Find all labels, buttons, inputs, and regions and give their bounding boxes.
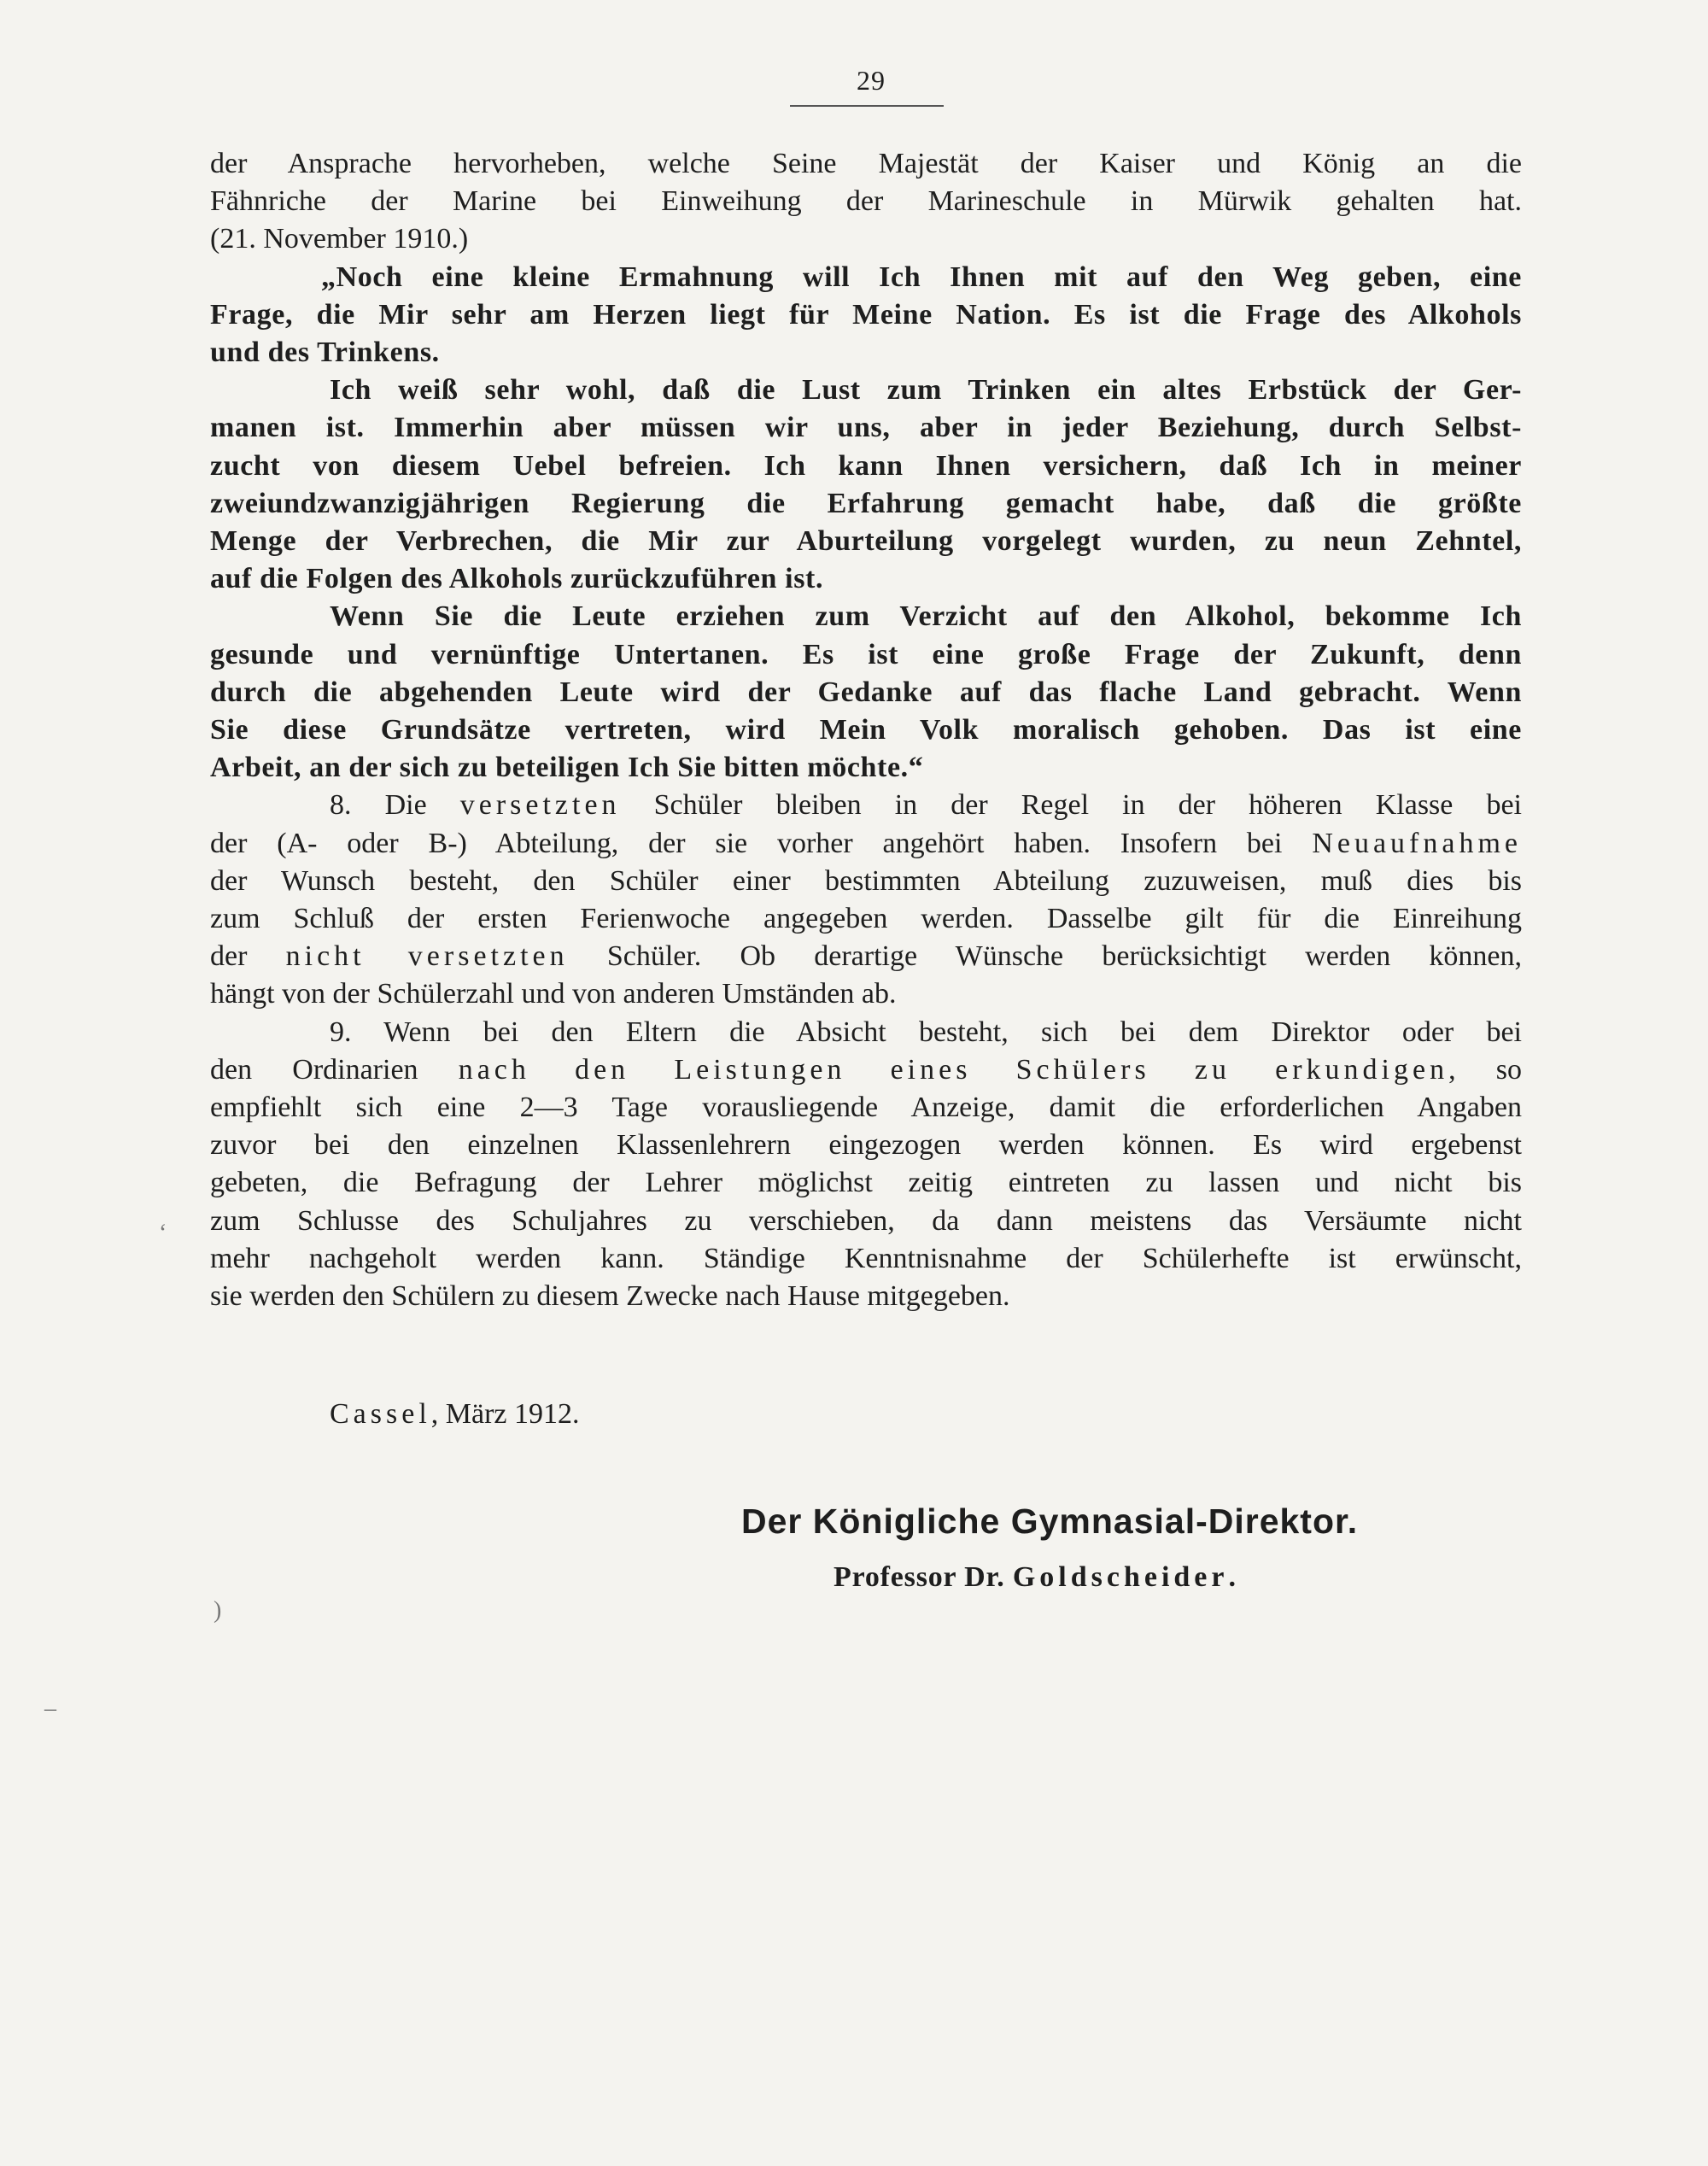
quote-line: Sie diese Grundsätze vertreten, wird Mein Volk moralisch gehoben. Das ist eine: [210, 714, 1522, 746]
text-line: Fähnriche der Marine bei Einweihung der Marineschule in Mürwik gehalten hat.: [210, 185, 1522, 218]
quote-line: manen ist. Immerhin aber müssen wir uns, aber in jeder Beziehung, durch Selbst-: [210, 412, 1522, 444]
signature-title: Der Königliche Gymnasial-Direktor.: [741, 1502, 1359, 1541]
text-line: (21. November 1910.): [210, 223, 469, 255]
text-line: [210, 825, 1522, 863]
text-line: hängt von der Schülerzahl und von anderen Umständen ab.: [210, 978, 897, 1010]
text-line: zum Schlusse des Schuljahres zu verschieben, da dann meistens das Versäumte nicht: [210, 1204, 1522, 1237]
text-line: mehr nachgeholt werden kann. Ständige Kenntnisnahme der Schülerhefte ist erwünscht,: [210, 1242, 1522, 1274]
text-line: 9. Wenn bei den Eltern die Absicht besteht, sich bei dem Direktor oder bei: [330, 1016, 1522, 1048]
place-name: Cassel: [330, 1398, 431, 1430]
emphasis-run: nach den Leistungen eines Schülers zu erkundigen: [458, 1053, 1449, 1086]
emphasis-run: Neuaufnahme: [1312, 827, 1522, 859]
text-run: der: [210, 940, 286, 973]
quote-line: gesunde und vernünftige Untertanen. Es ist eine große Frage der Zukunft, denn: [210, 638, 1522, 670]
text-run: , so: [1448, 1053, 1522, 1086]
quote-line: zweiundzwanzigjährigen Regierung die Erfahrung gemacht habe, daß die größte: [210, 487, 1522, 519]
emphasis-run: nicht versetzten: [285, 940, 569, 973]
text-run: der (A- oder B-) Abteilung, der sie vorher angehört haben. Insofern bei: [210, 827, 1313, 859]
scan-speck: ): [214, 1597, 222, 1624]
quote-line: Ich weiß sehr wohl, daß die Lust zum Trinken ein altes Erbstück der Ger-: [330, 374, 1522, 407]
quote-line: Arbeit, an der sich zu beteiligen Ich Sie bitten möchte.“: [210, 752, 924, 784]
text-line: zuvor bei den einzelnen Klassenlehrern eingezogen werden können. Es wird ergebenst: [210, 1129, 1522, 1162]
signature-surname: Goldscheider: [1012, 1561, 1229, 1593]
body-text: [210, 145, 1522, 1315]
quote-line: Menge der Verbrechen, die Mir zur Aburteilung vorgelegt wurden, zu neun Zehntel,: [210, 525, 1522, 558]
quote-line: zucht von diesem Uebel befreien. Ich kann Ihnen versichern, daß Ich in meiner: [210, 449, 1522, 482]
text-run: Schüler bleiben in der Regel in der höheren Klasse bei: [620, 789, 1522, 822]
text-run: 8. Die: [330, 789, 460, 822]
text-line: [210, 1051, 1522, 1089]
quote-line: durch die abgehenden Leute wird der Gedanke auf das flache Land gebracht. Wenn: [210, 676, 1522, 708]
signature-name: [834, 1561, 1237, 1594]
emphasis-run: versetzten: [459, 789, 621, 822]
quote-line: und des Trinkens.: [210, 337, 440, 369]
date: , März 1912.: [430, 1398, 580, 1430]
text-line: [210, 938, 1522, 975]
text-line: der Wunsch besteht, den Schüler einer bestimmten Abteilung zuzuweisen, muß dies bis: [210, 864, 1522, 897]
page-number-rule: [790, 105, 944, 107]
quote-line: auf die Folgen des Alkohols zurückzuführen ist.: [210, 563, 824, 595]
quote-line: Frage, die Mir sehr am Herzen liegt für Meine Nation. Es ist die Frage des Alkohols: [210, 298, 1522, 331]
text-line: gebeten, die Befragung der Lehrer möglichst zeitig eintreten zu lassen und nicht bis: [210, 1167, 1522, 1199]
text-line: empfiehlt sich eine 2—3 Tage vorausliegende Anzeige, damit die erforderlichen Angaben: [210, 1092, 1522, 1124]
text-line: sie werden den Schülern zu diesem Zwecke nach Hause mitgegeben.: [210, 1280, 1010, 1313]
text-line: [210, 787, 1522, 824]
text-line: der Ansprache hervorheben, welche Seine Majestät der Kaiser und König an die: [210, 148, 1522, 179]
page-number: 29: [857, 65, 886, 96]
signature-prefix: Professor Dr.: [834, 1561, 1013, 1593]
quote-line: „Noch eine kleine Ermahnung will Ich Ihnen mit auf den Weg geben, eine: [321, 261, 1522, 293]
scan-speck: ‘: [159, 1220, 167, 1246]
text-line: zum Schluß der ersten Ferienwoche angegeben werden. Dasselbe gilt für die Einreihung: [210, 903, 1522, 935]
dateline: [330, 1398, 580, 1431]
signature-suffix: .: [1228, 1561, 1237, 1593]
scan-speck: –: [44, 1695, 56, 1722]
text-run: den Ordinarien: [210, 1053, 459, 1086]
text-run: Schüler. Ob derartige Wünsche berücksichtigt werden können,: [568, 940, 1523, 973]
quote-line: Wenn Sie die Leute erziehen zum Verzicht auf den Alkohol, bekomme Ich: [330, 600, 1522, 633]
